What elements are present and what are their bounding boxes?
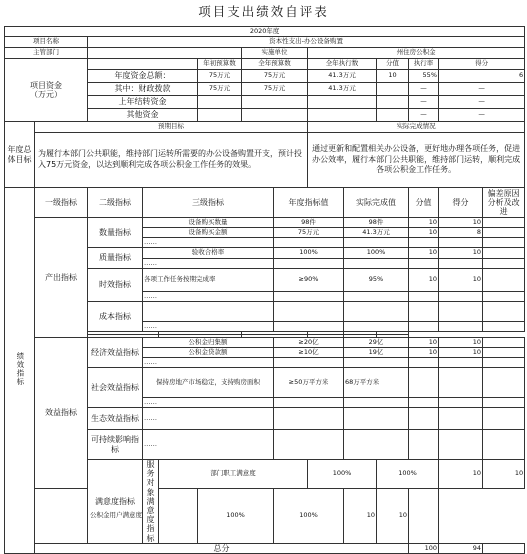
indicator-score: 10 — [483, 460, 525, 489]
funds-cell: — — [439, 83, 525, 96]
goals-label: 年度总体目标 — [5, 122, 35, 188]
indicator-actual: 68万平方米 — [344, 368, 409, 398]
indicator-target: 75万元 — [274, 228, 344, 238]
indicator-deviation — [483, 348, 525, 358]
perf-side-label: 绩效指标 — [5, 188, 35, 554]
funds-cell: — — [409, 83, 439, 96]
empty-cell — [409, 322, 439, 332]
satisfaction-indicator-label: 满意度指标 — [88, 460, 143, 544]
perf-header: 三级指标 — [143, 188, 274, 218]
indicator-deviation — [483, 368, 525, 398]
indicator-target: ≥50万平方米 — [274, 368, 344, 398]
funds-cell — [377, 96, 409, 109]
empty-cell — [274, 292, 344, 302]
empty-cell — [483, 408, 525, 430]
indicator-score: 10 — [439, 338, 483, 348]
empty-cell — [274, 302, 344, 322]
empty-cell — [483, 292, 525, 302]
empty-cell — [409, 292, 439, 302]
indicator-score — [439, 368, 483, 398]
empty-cell — [483, 238, 525, 248]
perf-header: 实际完成值 — [344, 188, 409, 218]
quantity-indicator-label: 数量指标 — [88, 218, 143, 248]
indicator-target: ≥90% — [274, 269, 344, 292]
empty-cell — [439, 259, 483, 269]
empty-cell — [483, 259, 525, 269]
empty-cell — [274, 408, 344, 430]
empty-cell — [439, 408, 483, 430]
service-indicator-label: 服务对象满意度指标 — [143, 460, 159, 544]
funds-cell — [377, 83, 409, 96]
indicator-value: 10 — [409, 338, 439, 348]
indicator-name: 部门职工满意度 — [159, 460, 308, 489]
page-title: 项目支出绩效自评表 — [198, 4, 329, 19]
empty-cell — [344, 358, 409, 368]
empty-cell — [439, 398, 483, 408]
funds-row-label: 其他资金 — [88, 109, 198, 122]
indicator-value: 10 — [409, 228, 439, 238]
funds-cell — [198, 109, 242, 122]
indicator-name: 验收合格率 — [143, 248, 274, 259]
indicator-placeholder: …… — [143, 292, 274, 302]
funds-cell: 41.3万元 — [308, 83, 377, 96]
empty-cell — [409, 408, 439, 430]
empty-cell — [409, 302, 439, 322]
indicator-value: 10 — [409, 248, 439, 259]
indicator-score: 10 — [377, 488, 409, 543]
perf-header: 二级指标 — [88, 188, 143, 218]
total-score: 94 — [439, 543, 483, 553]
empty-cell — [344, 408, 409, 430]
indicator-name: 各项工作任务按期完成率 — [143, 269, 274, 292]
empty-cell — [409, 430, 439, 460]
actual-result-header: 实际完成情况 — [308, 122, 525, 133]
expected-goal-header: 预期目标 — [35, 122, 308, 133]
output-indicator-label: 产出指标 — [35, 218, 88, 338]
empty-cell — [439, 302, 483, 322]
indicator-value — [409, 368, 439, 398]
funds-row-label: 其中：财政拨款 — [88, 83, 198, 96]
cost-indicator-label: 成本指标 — [88, 302, 143, 332]
indicator-name: 设备购买金额 — [143, 228, 274, 238]
empty-cell — [483, 358, 525, 368]
indicator-value: 10 — [409, 269, 439, 292]
funds-cell: 55% — [409, 70, 439, 83]
funds-header-full: 全年预算数 — [242, 59, 308, 70]
funds-cell: 75万元 — [198, 70, 242, 83]
funds-header-score: 得分 — [439, 59, 525, 70]
perf-header: 得分 — [439, 188, 483, 218]
indicator-target: 100% — [274, 248, 344, 259]
funds-cell — [198, 96, 242, 109]
perf-header: 年度指标值 — [274, 188, 344, 218]
sustainable-indicator-label: 可持续影响指标 — [88, 430, 143, 460]
empty-cell — [409, 358, 439, 368]
social-indicator-label: 社会效益指标 — [88, 368, 143, 408]
funds-cell: 6 — [439, 70, 525, 83]
indicator-target: 100% — [198, 488, 274, 543]
empty-cell — [274, 358, 344, 368]
funds-cell: — — [439, 96, 525, 109]
indicator-target: ≥10亿 — [274, 348, 344, 358]
quality-indicator-label: 质量指标 — [88, 248, 143, 269]
year-cell: 2020年度 — [5, 27, 525, 37]
benefit-indicator-label: 效益指标 — [35, 338, 88, 489]
indicator-score: 10 — [439, 218, 483, 228]
empty-cell — [274, 430, 344, 460]
funds-cell: 75万元 — [242, 70, 308, 83]
empty-cell — [439, 238, 483, 248]
indicator-name: 公积金用户满意度 — [35, 488, 198, 543]
timeliness-indicator-label: 时效指标 — [88, 269, 143, 302]
empty-cell — [483, 302, 525, 322]
funds-cell: — — [439, 109, 525, 122]
funds-header-initial: 年初预算数 — [198, 59, 242, 70]
indicator-deviation — [483, 269, 525, 292]
indicator-placeholder: …… — [143, 322, 274, 332]
indicator-deviation — [483, 338, 525, 348]
funds-cell: — — [409, 96, 439, 109]
indicator-placeholder: …… — [143, 408, 274, 430]
indicator-actual: 95% — [344, 269, 409, 292]
perf-header: 分值 — [409, 188, 439, 218]
expected-goal-text: 为履行本部门公共职能，维持部门运转所需要的办公设备购置开支，预计投入75万元资金，以达到顺利完成各项公积金工作任务的效果。 — [35, 133, 308, 188]
empty-cell — [344, 430, 409, 460]
funds-cell — [308, 109, 377, 122]
ecological-indicator-label: 生态效益指标 — [88, 408, 143, 430]
indicator-score: 8 — [439, 228, 483, 238]
indicator-actual: 100% — [344, 248, 409, 259]
empty-cell — [344, 238, 409, 248]
funds-header-blank — [88, 59, 198, 70]
indicator-actual: 19亿 — [344, 348, 409, 358]
impl-label: 实施单位 — [242, 48, 308, 59]
empty-cell — [439, 358, 483, 368]
funds-cell — [308, 96, 377, 109]
empty-cell — [409, 398, 439, 408]
dept-label: 主管部门 — [5, 48, 88, 59]
funds-cell — [242, 109, 308, 122]
indicator-name: 设备购买数量 — [143, 218, 274, 228]
empty-cell — [439, 430, 483, 460]
indicator-target: 100% — [308, 460, 377, 489]
actual-result-text: 通过更新和配置相关办公设备，更好地办理各项任务，促进办公效率，履行本部门公共职能，维持部门运转，顺利完成各项公积金工作任务。 — [308, 133, 525, 188]
empty-cell — [143, 302, 274, 322]
total-label: 总分 — [35, 543, 409, 553]
indicator-deviation — [483, 218, 525, 228]
indicator-score: 10 — [439, 348, 483, 358]
indicator-value: 10 — [409, 348, 439, 358]
indicator-name: 公积金贷款额 — [143, 348, 274, 358]
indicator-deviation — [483, 248, 525, 259]
funds-cell: 75万元 — [198, 83, 242, 96]
empty-cell — [483, 430, 525, 460]
empty-cell — [483, 398, 525, 408]
empty-cell — [344, 292, 409, 302]
perf-header: 偏差原因分析及改进 — [483, 188, 525, 218]
empty-cell — [344, 302, 409, 322]
indicator-value: 10 — [344, 488, 377, 543]
perf-header: 一级指标 — [35, 188, 88, 218]
funds-header-executed: 全年执行数 — [308, 59, 377, 70]
empty-cell — [274, 259, 344, 269]
funds-cell — [242, 96, 308, 109]
indicator-actual: 100% — [377, 460, 439, 489]
empty-cell — [344, 259, 409, 269]
funds-header-value: 分值 — [377, 59, 409, 70]
funds-row-label: 上年结转资金 — [88, 96, 198, 109]
indicator-placeholder: …… — [143, 259, 274, 269]
total-value: 100 — [409, 543, 439, 553]
total-deviation — [483, 543, 525, 553]
empty-cell — [439, 292, 483, 302]
indicator-actual: 98件 — [344, 218, 409, 228]
empty-cell — [274, 398, 344, 408]
indicator-name: 公积金归集额 — [143, 338, 274, 348]
project-name-label: 项目名称 — [5, 37, 88, 48]
project-name-value: 资本性支出-办公设备购置 — [88, 37, 525, 48]
funds-cell: — — [409, 109, 439, 122]
empty-cell — [344, 322, 409, 332]
indicator-actual: 29亿 — [344, 338, 409, 348]
self-evaluation-table — [4, 26, 525, 554]
funds-cell: 75万元 — [242, 83, 308, 96]
indicator-score: 10 — [439, 269, 483, 292]
dept-value — [88, 48, 242, 59]
indicator-placeholder: …… — [143, 358, 274, 368]
empty-cell — [483, 322, 525, 332]
indicator-actual: 41.3万元 — [344, 228, 409, 238]
empty-cell — [409, 238, 439, 248]
indicator-name: 保持房地产市场稳定，支持购房面积 — [143, 368, 274, 398]
funds-label: 项目资金 （万元） — [5, 59, 88, 122]
funds-cell — [377, 109, 409, 122]
empty-cell — [439, 322, 483, 332]
funds-header-rate: 执行率 — [409, 59, 439, 70]
indicator-actual: 100% — [274, 488, 344, 543]
funds-cell: 10 — [377, 70, 409, 83]
indicator-placeholder: …… — [143, 238, 274, 248]
indicator-target: ≥20亿 — [274, 338, 344, 348]
empty-cell — [274, 322, 344, 332]
indicator-value: 10 — [439, 460, 483, 489]
empty-cell — [344, 398, 409, 408]
indicator-placeholder: …… — [143, 430, 274, 460]
funds-row-label: 年度资金总额： — [88, 70, 198, 83]
empty-cell — [409, 259, 439, 269]
indicator-deviation — [483, 228, 525, 238]
indicator-placeholder: …… — [143, 398, 274, 408]
indicator-target: 98件 — [274, 218, 344, 228]
funds-cell: 41.3万元 — [308, 70, 377, 83]
indicator-score: 10 — [439, 248, 483, 259]
indicator-value: 10 — [409, 218, 439, 228]
impl-value: 州住房公积金 — [308, 48, 525, 59]
economic-indicator-label: 经济效益指标 — [88, 338, 143, 368]
empty-cell — [274, 238, 344, 248]
